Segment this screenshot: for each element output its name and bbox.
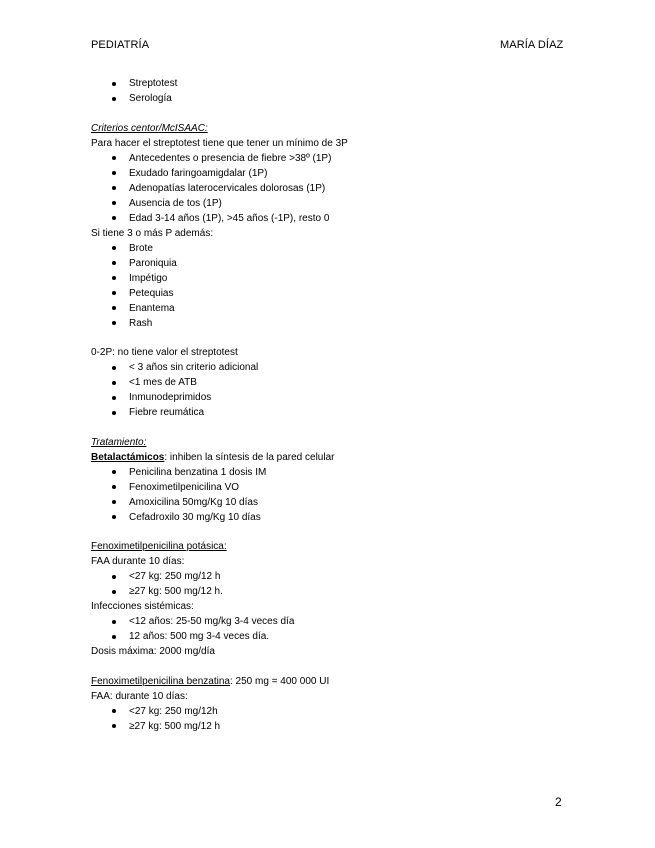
list-item: <12 años: 25-50 mg/kg 3-4 veces día [91,614,571,629]
benzatina-rest: : 250 mg = 400 000 UI [229,675,330,687]
beta-rest: : inhiben la síntesis de la pared celular [164,451,335,463]
potasica-heading-text: Fenoximetilpenicilina potásica: [91,541,227,552]
list-item: Inmunodeprimidos [91,390,571,405]
list-item: Serología [91,91,571,106]
centor-extra-intro: Si tiene 3 o más P además: [91,227,214,239]
potasica-sist: Infecciones sistémicas: [91,601,194,612]
list-item: Streptotest [91,76,571,91]
list-item: Fenoximetilpenicilina VO [91,480,571,495]
list-item: Edad 3-14 años (1P), >45 años (-1P), resto 0 [91,211,571,226]
list-item: Petequias [91,286,571,301]
centor-heading-text: Criterios centor/McISAAC: [91,122,208,134]
beta-line [91,450,571,465]
potasica-heading [91,539,571,554]
header-left: PEDIATRÍA [91,39,150,51]
list-item: 12 años: 500 mg 3-4 veces día. [91,629,571,644]
list-item: Antecedentes o presencia de fiebre >38º (1P) [91,151,571,166]
spacer [91,106,571,121]
centor-intro: Para hacer el streptotest tiene que tener un mínimo de 3P [91,137,348,149]
list-item: ≥27 kg: 500 mg/12 h [91,719,571,734]
list-item: <27 kg: 250 mg/12 h [91,569,571,584]
spacer [91,525,571,540]
page-number: 2 [555,795,562,809]
spacer [91,331,571,346]
page-content [91,76,571,734]
list-item: Fiebre reumática [91,405,571,420]
list-item: Brote [91,241,571,256]
list-item: Adenopatías laterocervicales dolorosas (1P) [91,181,571,196]
list-item: Impétigo [91,271,571,286]
centor-heading [91,121,571,136]
list-item: Paroniquia [91,256,571,271]
beta-label: Betalactámicos [91,451,165,463]
spacer [91,420,571,435]
treatment-heading [91,435,571,450]
list-item: Rash [91,316,571,331]
no-value-intro: 0-2P: no tiene valor el streptotest [91,347,238,358]
potasica-faa: FAA durante 10 días: [91,556,185,567]
benzatina-faa: FAA: durante 10 días: [91,690,188,702]
spacer [91,659,571,674]
list-item: Cefadroxilo 30 mg/Kg 10 días [91,510,571,525]
benzatina-line [91,674,571,689]
list-item: Penicilina benzatina 1 dosis IM [91,465,571,480]
header-right: MARÍA DÍAZ [500,39,564,51]
list-item: <1 mes de ATB [91,375,571,390]
list-item: Enantema [91,301,571,316]
list-item: <27 kg: 250 mg/12h [91,704,571,719]
treatment-heading-text: Tratamiento: [91,436,147,448]
list-item: ≥27 kg: 500 mg/12 h. [91,584,571,599]
list-item: Ausencia de tos (1P) [91,196,571,211]
list-item: < 3 años sin criterio adicional [91,360,571,375]
list-item: Amoxicilina 50mg/Kg 10 días [91,495,571,510]
potasica-max: Dosis máxima: 2000 mg/día [91,646,215,657]
list-item: Exudado faringoamigdalar (1P) [91,166,571,181]
benzatina-heading: Fenoximetilpenicilina benzatina [91,675,230,687]
